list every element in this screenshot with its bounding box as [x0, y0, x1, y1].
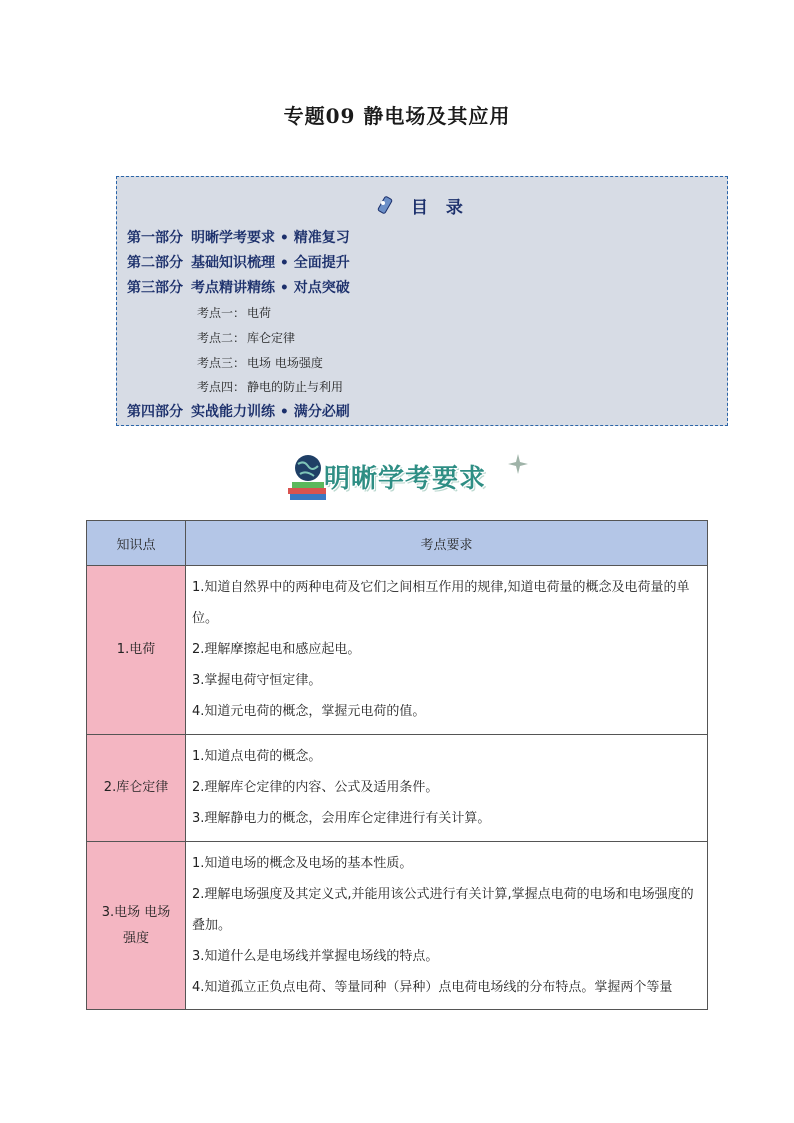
sparkle-icon: [508, 454, 528, 474]
requirement-item: 3.理解静电力的概念，会用库仑定律进行有关计算。: [192, 811, 491, 826]
toc-sub-3[interactable]: 考点三： 电场 电场强度: [197, 356, 323, 370]
toc-heading: [117, 193, 727, 218]
requirement-item: 2.理解电场强度及其定义式,并能用该公式进行有关计算,掌握点电荷的电场和电场强度的叠加。: [192, 887, 694, 933]
requirement-item: 1.知道电场的概念及电场的基本性质。: [192, 856, 413, 871]
section-banner: [286, 452, 530, 504]
header-requirements: 考点要求: [186, 521, 708, 566]
requirement-item: 3.知道什么是电场线并掌握电场线的特点。: [192, 949, 439, 964]
requirements-cell: [186, 842, 708, 1010]
toc-sub-2[interactable]: 考点二： 库仑定律: [197, 331, 296, 345]
table-row: [87, 842, 708, 1010]
page-title: 专题09 静电场及其应用: [283, 104, 511, 128]
table-of-contents: [116, 176, 728, 426]
toc-part-4[interactable]: 第四部分 实战能力训练 • 满分必刷: [127, 404, 350, 420]
requirements-table: [86, 520, 708, 1010]
topic-cell: 1.电荷: [87, 566, 186, 735]
requirement-item: 4.知道元电荷的概念，掌握元电荷的值。: [192, 704, 426, 719]
requirement-item: 1.知道点电荷的概念。: [192, 749, 322, 764]
header-knowledge-point: 知识点: [87, 521, 186, 566]
requirement-item: 2.理解库仑定律的内容、公式及适用条件。: [192, 780, 439, 795]
requirement-item: 4.知道孤立正负点电荷、等量同种（异种）点电荷电场线的分布特点。掌握两个等量: [192, 980, 673, 995]
toc-part-1[interactable]: 第一部分 明晰学考要求 • 精准复习: [127, 230, 350, 246]
toc-part-2[interactable]: 第二部分 基础知识梳理 • 全面提升: [127, 255, 350, 271]
table-header-row: [87, 521, 708, 566]
table-row: [87, 735, 708, 842]
toc-sub-1[interactable]: 考点一： 电荷: [197, 306, 272, 320]
topic-cell: 3.电场 电场强度: [87, 842, 186, 1010]
requirement-item: 2.理解摩擦起电和感应起电。: [192, 642, 361, 657]
toc-part-3[interactable]: 第三部分 考点精讲精练 • 对点突破: [127, 280, 350, 296]
toc-sub-4[interactable]: 考点四： 静电的防止与利用: [197, 380, 344, 394]
table-row: [87, 566, 708, 735]
toc-heading-text: 目 录: [411, 198, 469, 218]
topic-cell: 2.库仑定律: [87, 735, 186, 842]
banner-text: 明晰学考要求: [324, 464, 487, 494]
requirements-cell: [186, 566, 708, 735]
pencil-icon: [375, 195, 397, 217]
requirement-item: 3.掌握电荷守恒定律。: [192, 673, 322, 688]
requirement-item: 1.知道自然界中的两种电荷及它们之间相互作用的规律,知道电荷量的概念及电荷量的单位。: [192, 580, 690, 626]
requirements-cell: [186, 735, 708, 842]
